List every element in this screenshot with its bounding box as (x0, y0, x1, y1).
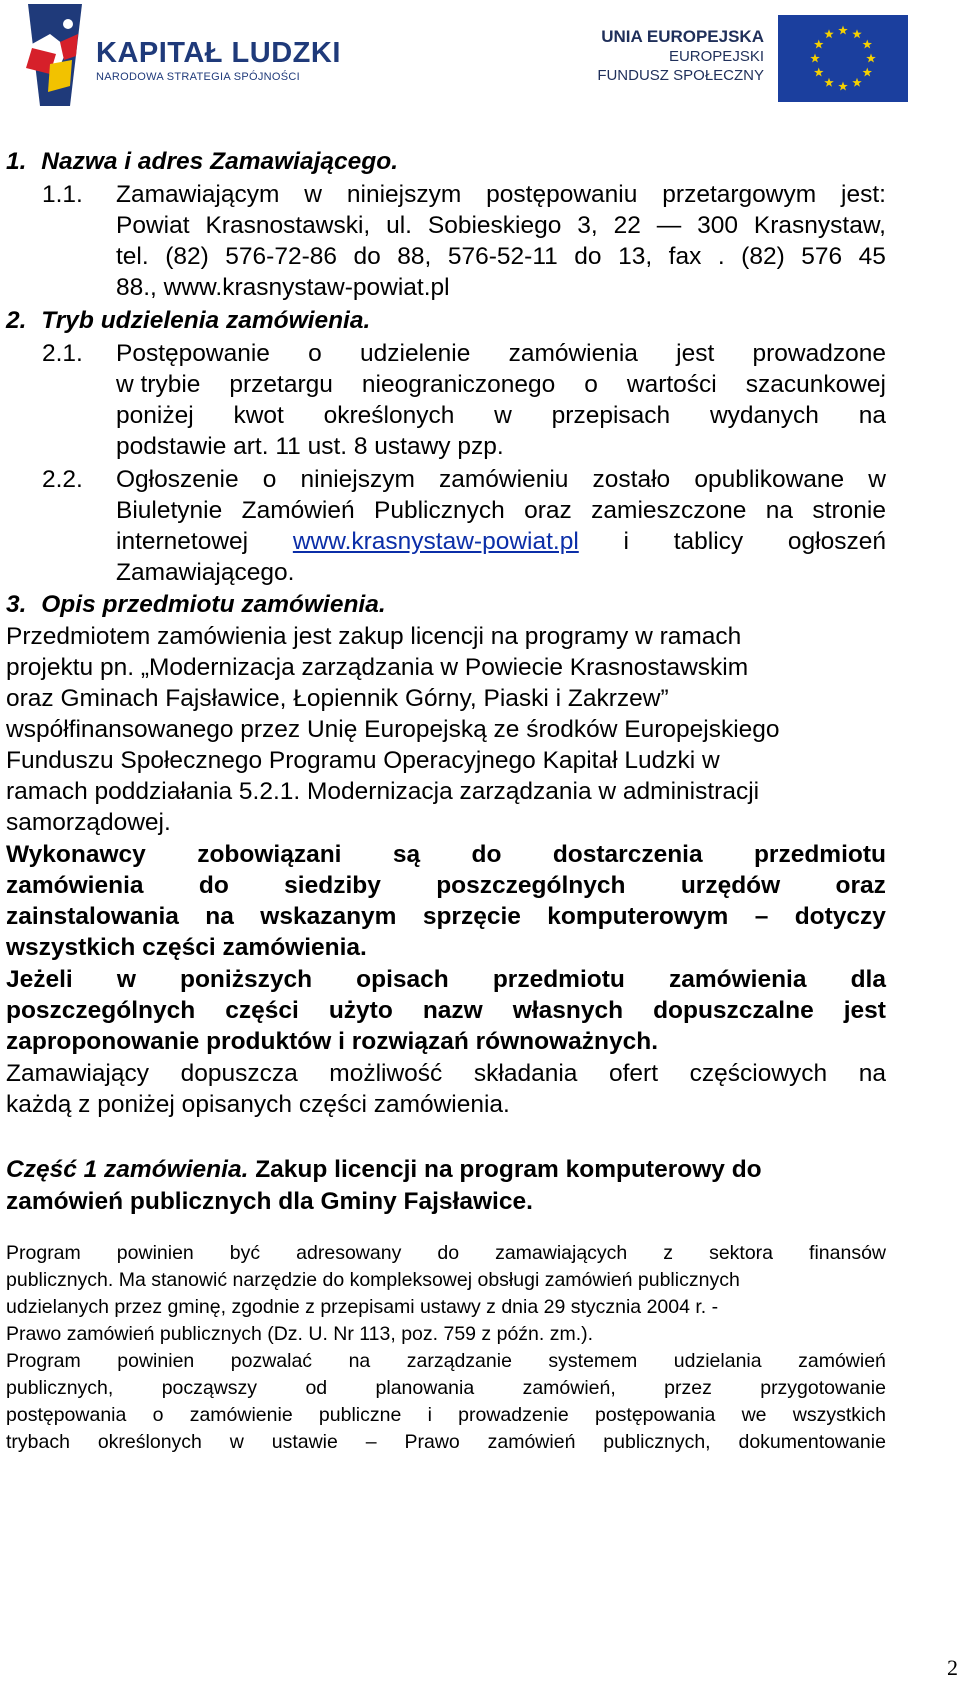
description-line: udzielanych przez gminę, zgodnie z przepisami ustawy z dnia 29 stycznia 2004 r. - (6, 1296, 719, 1318)
word: ofert (609, 1060, 659, 1087)
word: prowadzone (752, 340, 886, 367)
word: – (754, 903, 769, 930)
word: (82) (165, 243, 209, 270)
word: dotyczy (794, 903, 886, 930)
word: we (741, 1404, 767, 1426)
word: powinien (117, 1350, 195, 1372)
paragraph-line (116, 242, 886, 272)
word: zainstalowania (6, 903, 179, 930)
word: określonych (97, 1431, 202, 1453)
word: zostało (592, 466, 671, 493)
part-1-heading-line2: zamówień publicznych dla Gminy Fajsławice. (6, 1188, 533, 1215)
paragraph-line (116, 180, 886, 210)
word: opisach (356, 966, 449, 993)
word: zamówienie (189, 1404, 293, 1426)
word: dostarczenia (552, 841, 703, 868)
word: komputerowym (547, 903, 729, 930)
word: Powiat (116, 212, 190, 239)
paragraph-line (116, 211, 886, 241)
word: kwot (233, 402, 284, 429)
word: być (229, 1242, 261, 1264)
word: Zamówień (241, 497, 355, 524)
word: na (205, 903, 234, 930)
paragraph-line: oraz Gminach Fajsławice, Łopiennik Górny, Piaski i Zakrzew” (6, 685, 669, 712)
word: dokumentowanie (738, 1431, 886, 1453)
word: szacunkowej (745, 371, 886, 398)
section-number: 3. (6, 591, 27, 618)
paragraph-line: współfinansowanego przez Unię Europejską ze środków Europejskiego (6, 716, 780, 743)
description-line (6, 1375, 886, 1402)
word: zamawiających (495, 1242, 628, 1264)
word: zamówień (487, 1431, 576, 1453)
website-link[interactable]: www.krasnystaw-powiat.pl (292, 528, 579, 555)
word: 88, (397, 243, 432, 270)
word: niniejszym (300, 466, 415, 493)
word: tel. (116, 243, 149, 270)
page-header (0, 0, 960, 112)
word: o (152, 1404, 164, 1426)
word: (82) (741, 243, 785, 270)
word: Krasnostawski, (205, 212, 371, 239)
word: oraz (835, 872, 886, 899)
word: zamówienia (668, 966, 807, 993)
word: postępowania (594, 1404, 716, 1426)
word: Program (6, 1242, 81, 1264)
word: zamieszczone (591, 497, 747, 524)
word: do (353, 243, 381, 270)
word: fax (668, 243, 702, 270)
word: przetargowym (662, 181, 817, 208)
word: trybach (6, 1431, 70, 1453)
word: zamówienia (508, 340, 638, 367)
subsection-number: 2.2. (42, 466, 83, 493)
part-1-label: Część 1 zamówienia. (6, 1156, 249, 1183)
word: — (656, 212, 682, 239)
word: 576-52-11 (447, 243, 558, 270)
word: do (437, 1242, 460, 1264)
bold-paragraph-line: wszystkich części zamówienia. (6, 934, 367, 961)
word: ul. (386, 212, 412, 239)
word: przez (664, 1377, 712, 1399)
word: Postępowanie (116, 340, 270, 367)
word: sprzęcie (422, 903, 521, 930)
word: do (198, 872, 229, 899)
word: przygotowanie (760, 1377, 886, 1399)
word: począwszy (161, 1377, 258, 1399)
subsection-number: 1.1. (42, 181, 83, 208)
part-1-heading (6, 1155, 762, 1185)
word: 13, (618, 243, 653, 270)
word: postępowaniu (486, 181, 638, 208)
word: są (392, 841, 421, 868)
word: w trybie (116, 371, 201, 398)
word: na (858, 1060, 886, 1087)
word: nieograniczonego (361, 371, 556, 398)
word: . (717, 243, 725, 270)
word: w (494, 402, 512, 429)
word: siedziby (284, 872, 381, 899)
word: 576 (801, 243, 843, 270)
word: urzędów (680, 872, 781, 899)
word: możliwość (329, 1060, 443, 1087)
word: i (427, 1404, 432, 1426)
section-1-heading (6, 147, 398, 177)
description-line (6, 1429, 886, 1456)
section-number: 1. (6, 148, 27, 175)
word: powinien (116, 1242, 194, 1264)
word: i (623, 528, 629, 555)
word: na (348, 1350, 371, 1372)
word: publiczne (318, 1404, 402, 1426)
paragraph-line (116, 370, 886, 400)
word: sektora (709, 1242, 774, 1264)
word: wartości (626, 371, 717, 398)
word: jest (843, 997, 886, 1024)
word: opublikowane (694, 466, 845, 493)
word: Publicznych (374, 497, 505, 524)
word: Krasnystaw, (753, 212, 886, 239)
kapital-ludzki-emblem-icon (20, 4, 90, 106)
word: od (305, 1377, 328, 1399)
word: własnych (512, 997, 624, 1024)
paragraph-line: ramach poddziałania 5.2.1. Modernizacja zarządzania w administracji (6, 778, 760, 805)
word: dopuszcza (180, 1060, 298, 1087)
word: o (262, 466, 277, 493)
word: zamówień (798, 1350, 886, 1372)
word: zamówieniu (439, 466, 569, 493)
paragraph-line (116, 496, 886, 526)
description-line (6, 1240, 886, 1267)
word: dopuszczalne (653, 997, 814, 1024)
word: z (663, 1242, 674, 1264)
word: Sobieskiego (427, 212, 562, 239)
word: Prawo (404, 1431, 460, 1453)
word: przedmiotu (492, 966, 625, 993)
word: w (229, 1431, 244, 1453)
paragraph-line (116, 465, 886, 495)
word: 576-72-86 (225, 243, 337, 270)
section-title: Tryb udzielenia zamówienia. (41, 307, 371, 334)
word: wszystkich (792, 1404, 886, 1426)
word: publicznych, (6, 1377, 114, 1399)
paragraph-line (116, 339, 886, 369)
word: użyto (328, 997, 393, 1024)
section-title: Opis przedmiotu zamówienia. (41, 591, 386, 618)
word: w (868, 466, 886, 493)
page-number: 2 (947, 1655, 958, 1680)
word: wskazanym (260, 903, 397, 930)
paragraph-line: samorządowej. (6, 809, 171, 836)
word: ogłoszeń (787, 528, 886, 555)
word: o (584, 371, 598, 398)
word: 22 (613, 212, 641, 239)
word: oraz (524, 497, 572, 524)
word: Wykonawcy (6, 841, 146, 868)
word: do (574, 243, 602, 270)
word: dla (850, 966, 886, 993)
bold-paragraph-line (6, 996, 886, 1026)
word: publicznych, (603, 1431, 711, 1453)
word: wydanych (709, 402, 819, 429)
kapital-ludzki-logo (96, 38, 341, 84)
word: 3, (577, 212, 598, 239)
kapital-ludzki-title: KAPITAŁ LUDZKI (96, 37, 341, 69)
word: tablicy (673, 528, 744, 555)
word: pozwalać (230, 1350, 313, 1372)
word: poniższych (180, 966, 313, 993)
word: części (225, 997, 299, 1024)
paragraph-line (116, 401, 886, 431)
bold-paragraph-line (6, 840, 886, 870)
word: jest (676, 340, 715, 367)
word: zamówień, (522, 1377, 616, 1399)
description-line (6, 1348, 886, 1375)
word: systemem (548, 1350, 638, 1372)
bold-paragraph-line (6, 902, 886, 932)
paragraph-line: Zamawiającego. (116, 559, 295, 586)
kapital-ludzki-subtitle: NARODOWA STRATEGIA SPÓJNOŚCI (96, 71, 300, 83)
paragraph-line: 88., www.krasnystaw-powiat.pl (116, 274, 450, 301)
section-3-heading (6, 590, 386, 620)
paragraph-line: każdą z poniżej opisanych części zamówienia. (6, 1091, 510, 1118)
word: Ogłoszenie (116, 466, 239, 493)
description-line: Prawo zamówień publicznych (Dz. U. Nr 113, poz. 759 z późn. zm.). (6, 1323, 594, 1345)
word: określonych (323, 402, 455, 429)
word: o (308, 340, 322, 367)
word: Zamawiający (6, 1060, 149, 1087)
paragraph-line: Funduszu Społecznego Programu Operacyjnego Kapitał Ludzki w (6, 747, 720, 774)
word: udzielania (673, 1350, 762, 1372)
word: Program (6, 1350, 81, 1372)
word: nazw (422, 997, 483, 1024)
word: zobowiązani (197, 841, 342, 868)
word: na (858, 402, 886, 429)
bold-paragraph-line: zaproponowanie produktów i rozwiązań równoważnych. (6, 1028, 659, 1055)
description-line (6, 1402, 886, 1429)
word: postępowania (6, 1404, 127, 1426)
word: do (471, 841, 502, 868)
word: planowania (375, 1377, 475, 1399)
word: przedmiotu (753, 841, 886, 868)
subsection-number: 2.1. (42, 340, 83, 367)
description-line: publicznych. Ma stanowić narzędzie do kompleksowej obsługi zamówień publicznych (6, 1269, 740, 1291)
word: przetargu (229, 371, 333, 398)
eu-line2: EUROPEJSKI (668, 48, 764, 65)
word: zamówienia (6, 872, 144, 899)
word: Zamawiającym (116, 181, 280, 208)
eu-title: UNIA EUROPEJSKA (601, 27, 764, 46)
eu-logo-text (586, 26, 764, 85)
word: – (365, 1431, 377, 1453)
word: jest: (841, 181, 886, 208)
paragraph-line (116, 527, 886, 557)
word: w (116, 966, 136, 993)
paragraph-line: projektu pn. „Modernizacja zarządzania w Powiecie Krasnostawskim (6, 654, 749, 681)
word: Biuletynie (116, 497, 223, 524)
word: stronie (812, 497, 886, 524)
word: poszczególnych (436, 872, 626, 899)
word: składania (473, 1060, 578, 1087)
word: zarządzanie (406, 1350, 512, 1372)
word: 45 (858, 243, 886, 270)
word: udzielenie (360, 340, 471, 367)
word: finansów (809, 1242, 886, 1264)
word: internetowej (116, 528, 249, 555)
word: na (765, 497, 794, 524)
word: prowadzenie (458, 1404, 569, 1426)
paragraph-line (6, 1059, 886, 1089)
word: 300 (697, 212, 739, 239)
bold-paragraph-line (6, 871, 886, 901)
part-1-title: Zakup licencji na program komputerowy do (248, 1156, 762, 1183)
word: poszczególnych (6, 997, 196, 1024)
word: poniżej (116, 402, 194, 429)
word: ustawie (271, 1431, 338, 1453)
word: w (304, 181, 322, 208)
word: niniejszym (346, 181, 462, 208)
paragraph-line: Przedmiotem zamówienia jest zakup licencji na programy w ramach (6, 623, 742, 650)
paragraph-line: podstawie art. 11 ust. 8 ustawy pzp. (116, 433, 504, 460)
word: przepisach (551, 402, 671, 429)
eu-flag-icon (778, 15, 908, 102)
eu-line3: FUNDUSZ SPOŁECZNY (597, 67, 764, 84)
word: Jeżeli (6, 966, 73, 993)
section-number: 2. (6, 307, 27, 334)
word: częściowych (689, 1060, 828, 1087)
word: adresowany (296, 1242, 402, 1264)
section-title: Nazwa i adres Zamawiającego. (41, 148, 399, 175)
bold-paragraph-line (6, 965, 886, 995)
section-2-heading (6, 306, 370, 336)
